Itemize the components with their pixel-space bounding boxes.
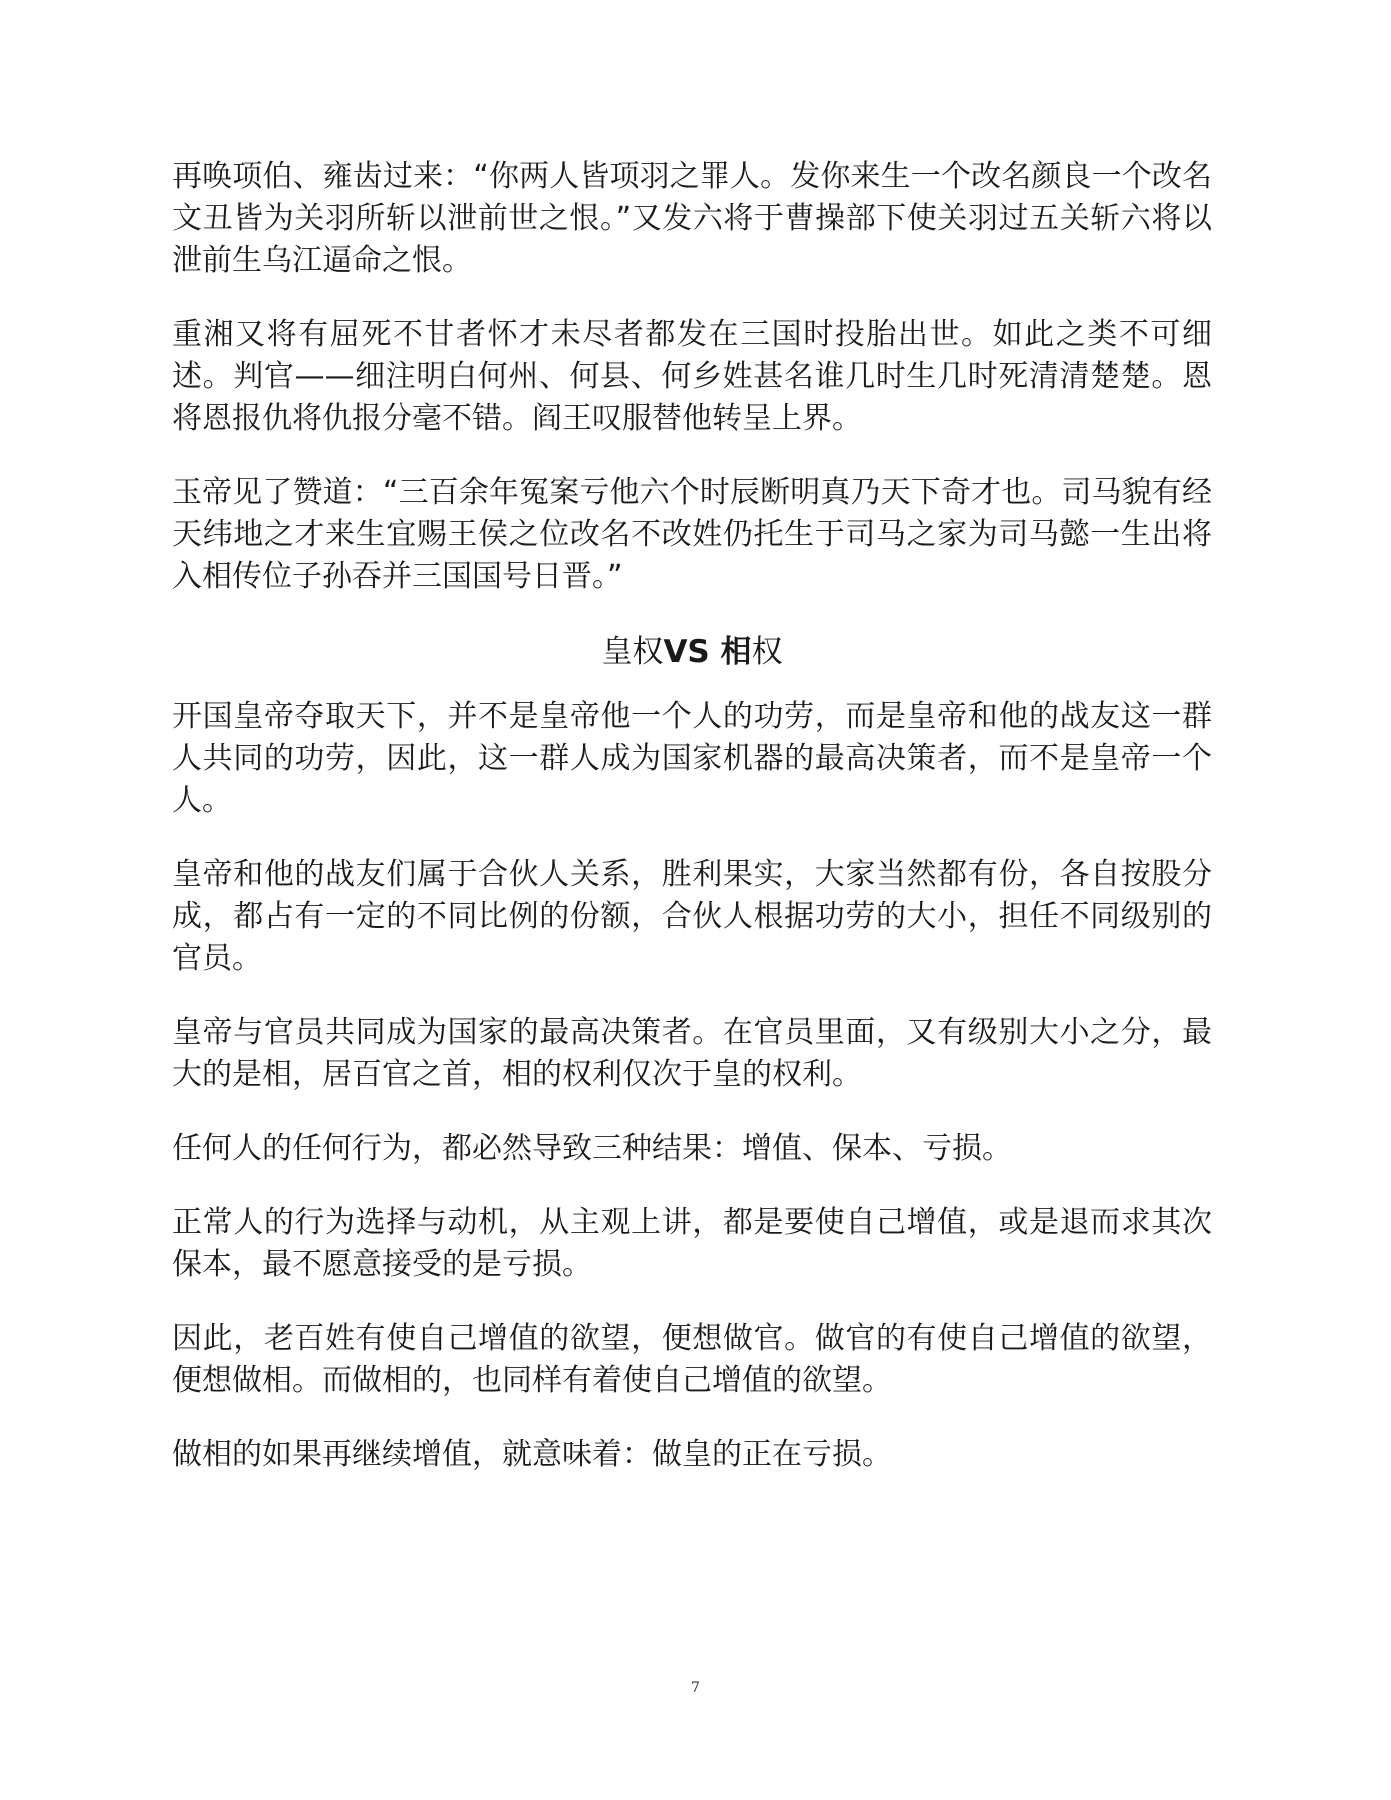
- heading-part-3: 权: [751, 634, 783, 670]
- paragraph-partners: 皇帝和他的战友们属于合伙人关系，胜利果实，大家当然都有份，各自按股分成，都占有一定的不同比例的份额，合伙人根据功劳的大小，担任不同级别的官员。: [172, 857, 1212, 976]
- paragraph-yudi: 玉帝见了赞道：“三百余年冤案亏他六个时辰断明真乃天下奇才也。司马貌有经天纬地之才来生宜赐王侯之位改名不改姓仍托生于司马之家为司马懿一生出将入相传位子孙吞并三国国号日晋。”: [172, 475, 1212, 594]
- paragraph-founding-emperor: 开国皇帝夺取天下，并不是皇帝他一个人的功劳，而是皇帝和他的战友这一群人共同的功劳，因此，这一群人成为国家机器的最高决策者，而不是皇帝一个人。: [172, 699, 1212, 818]
- heading-part-1: 皇权: [601, 634, 664, 670]
- page-number: 7: [691, 1680, 700, 1696]
- page-content: [172, 156, 1212, 1508]
- paragraph-conclusion: 做相的如果再继续增值，就意味着：做皇的正在亏损。: [172, 1437, 892, 1472]
- paragraph-decision-makers: 皇帝与官员共同成为国家的最高决策者。在官员里面，又有级别大小之分，最大的是相，居百官之首，相的权利仅次于皇的权利。: [172, 1015, 1212, 1092]
- paragraph-xiangbo-yongchi: 再唤项伯、雍齿过来：“你两人皆项羽之罪人。发你来生一个改名颜良一个改名文丑皆为关羽所斩以泄前世之恨。”又发六将于曹操部下使关羽过五关斩六将以泄前生乌江逼命之恨。: [172, 159, 1212, 278]
- paragraph-chongxiang: 重湘又将有屈死不甘者怀才未尽者都发在三国时投胎出世。如此之类不可细述。判官——细注明白何州、何县、何乡姓甚名谁几时生几时死清清楚楚。恩将恩报仇将仇报分毫不错。阎王叹服替他转呈上界。: [172, 317, 1212, 436]
- heading-part-2: VS 相: [663, 634, 752, 670]
- paragraph-desire: 因此，老百姓有使自己增值的欲望，便想做官。做官的有使自己增值的欲望，便想做相。而做相的，也同样有着使自己增值的欲望。: [172, 1321, 1212, 1398]
- paragraph-three-outcomes: 任何人的任何行为，都必然导致三种结果：增值、保本、亏损。: [172, 1131, 1012, 1166]
- section-heading: [172, 630, 1212, 674]
- paragraph-motivation: 正常人的行为选择与动机，从主观上讲，都是要使自己增值，或是退而求其次保本，最不愿意接受的是亏损。: [172, 1205, 1212, 1282]
